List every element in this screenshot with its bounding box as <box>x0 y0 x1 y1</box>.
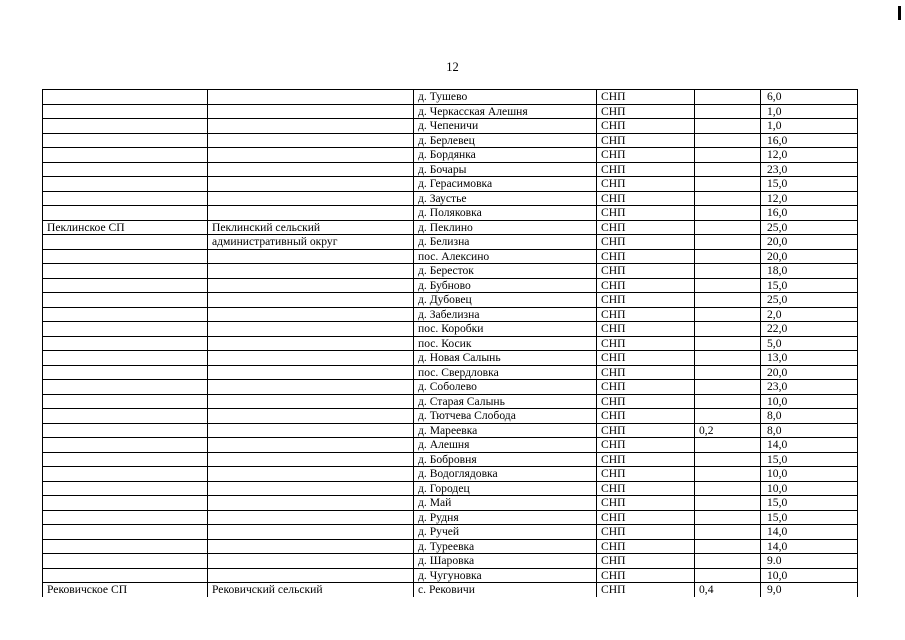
type-cell: СНП <box>597 293 695 308</box>
value-cell: 1,0 <box>761 104 858 119</box>
district-cell <box>208 467 414 482</box>
settlement-cell: д. Заустье <box>414 191 597 206</box>
type-cell: СНП <box>597 583 695 597</box>
district-cell <box>208 409 414 424</box>
area-cell <box>695 133 761 148</box>
page-number: 12 <box>446 60 459 74</box>
area-cell <box>695 496 761 511</box>
value-cell: 9,0 <box>761 583 858 597</box>
table-row <box>43 119 858 134</box>
area-cell <box>695 380 761 395</box>
area-cell <box>695 191 761 206</box>
table-row <box>43 423 858 438</box>
table-row <box>43 307 858 322</box>
settlement-cell: д. Бобровня <box>414 452 597 467</box>
table-row <box>43 351 858 366</box>
district-cell <box>208 336 414 351</box>
district-cell: Рековичский сельский <box>208 583 414 597</box>
settlement-cell: д. Старая Салынь <box>414 394 597 409</box>
table-row <box>43 394 858 409</box>
municipality-cell <box>43 554 208 569</box>
settlement-cell: пос. Коробки <box>414 322 597 337</box>
municipality-cell <box>43 481 208 496</box>
type-cell: СНП <box>597 336 695 351</box>
type-cell: СНП <box>597 148 695 163</box>
value-cell: 15,0 <box>761 510 858 525</box>
municipality-cell <box>43 119 208 134</box>
settlement-cell: д. Поляковка <box>414 206 597 221</box>
area-cell <box>695 452 761 467</box>
municipality-cell <box>43 104 208 119</box>
area-cell <box>695 235 761 250</box>
district-cell <box>208 438 414 453</box>
table-row <box>43 496 858 511</box>
table-row <box>43 365 858 380</box>
area-cell <box>695 220 761 235</box>
value-cell: 15,0 <box>761 177 858 192</box>
municipality-cell <box>43 568 208 583</box>
district-cell <box>208 452 414 467</box>
district-cell <box>208 380 414 395</box>
type-cell: СНП <box>597 539 695 554</box>
area-cell <box>695 510 761 525</box>
value-cell: 22,0 <box>761 322 858 337</box>
area-cell <box>695 365 761 380</box>
table-row <box>43 235 858 250</box>
municipality-cell: Пеклинское СП <box>43 220 208 235</box>
district-cell <box>208 322 414 337</box>
table-row <box>43 104 858 119</box>
district-cell <box>208 510 414 525</box>
area-cell <box>695 394 761 409</box>
value-cell: 14,0 <box>761 525 858 540</box>
municipality-cell <box>43 235 208 250</box>
value-cell: 14,0 <box>761 438 858 453</box>
table-row <box>43 293 858 308</box>
type-cell: СНП <box>597 307 695 322</box>
area-cell <box>695 307 761 322</box>
municipality-cell <box>43 177 208 192</box>
area-cell <box>695 438 761 453</box>
municipality-cell <box>43 162 208 177</box>
value-cell: 15,0 <box>761 452 858 467</box>
table-row <box>43 380 858 395</box>
type-cell: СНП <box>597 133 695 148</box>
type-cell: СНП <box>597 438 695 453</box>
type-cell: СНП <box>597 220 695 235</box>
value-cell: 16,0 <box>761 206 858 221</box>
district-cell <box>208 394 414 409</box>
district-cell <box>208 307 414 322</box>
value-cell: 10,0 <box>761 467 858 482</box>
value-cell: 2,0 <box>761 307 858 322</box>
municipality-cell <box>43 409 208 424</box>
area-cell <box>695 351 761 366</box>
type-cell: СНП <box>597 90 695 105</box>
type-cell: СНП <box>597 423 695 438</box>
district-cell <box>208 90 414 105</box>
municipality-cell <box>43 452 208 467</box>
district-cell <box>208 249 414 264</box>
value-cell: 14,0 <box>761 539 858 554</box>
municipality-cell <box>43 90 208 105</box>
settlement-cell: д. Водоглядовка <box>414 467 597 482</box>
district-cell <box>208 191 414 206</box>
value-cell: 8,0 <box>761 423 858 438</box>
value-cell: 5,0 <box>761 336 858 351</box>
district-cell <box>208 423 414 438</box>
district-cell <box>208 177 414 192</box>
value-cell: 16,0 <box>761 133 858 148</box>
settlement-cell: д. Ручей <box>414 525 597 540</box>
municipality-cell <box>43 496 208 511</box>
district-cell <box>208 293 414 308</box>
type-cell: СНП <box>597 278 695 293</box>
municipality-cell <box>43 278 208 293</box>
settlements-table <box>42 89 858 597</box>
district-cell <box>208 351 414 366</box>
settlement-cell: д. Герасимовка <box>414 177 597 192</box>
settlement-cell: д. Шаровка <box>414 554 597 569</box>
municipality-cell <box>43 322 208 337</box>
table-row <box>43 583 858 597</box>
table-row <box>43 90 858 105</box>
settlement-cell: д. Берлевец <box>414 133 597 148</box>
district-cell <box>208 133 414 148</box>
type-cell: СНП <box>597 525 695 540</box>
value-cell: 12,0 <box>761 191 858 206</box>
area-cell <box>695 539 761 554</box>
settlement-cell: д. Туреевка <box>414 539 597 554</box>
type-cell: СНП <box>597 322 695 337</box>
table-row <box>43 206 858 221</box>
settlement-cell: д. Дубовец <box>414 293 597 308</box>
district-cell <box>208 365 414 380</box>
district-cell <box>208 568 414 583</box>
settlement-cell: д. Новая Салынь <box>414 351 597 366</box>
municipality-cell <box>43 365 208 380</box>
value-cell: 25,0 <box>761 293 858 308</box>
value-cell: 15,0 <box>761 496 858 511</box>
area-cell: 0,2 <box>695 423 761 438</box>
district-cell <box>208 496 414 511</box>
type-cell: СНП <box>597 380 695 395</box>
area-cell <box>695 278 761 293</box>
table-row <box>43 539 858 554</box>
area-cell <box>695 293 761 308</box>
value-cell: 6,0 <box>761 90 858 105</box>
municipality-cell <box>43 438 208 453</box>
settlement-cell: д. Черкасская Алешня <box>414 104 597 119</box>
table-row <box>43 467 858 482</box>
type-cell: СНП <box>597 351 695 366</box>
municipality-cell <box>43 423 208 438</box>
value-cell: 20,0 <box>761 365 858 380</box>
type-cell: СНП <box>597 177 695 192</box>
district-cell: административный округ <box>208 235 414 250</box>
settlement-cell: д. Забелизна <box>414 307 597 322</box>
table-row <box>43 438 858 453</box>
type-cell: СНП <box>597 162 695 177</box>
municipality-cell <box>43 191 208 206</box>
type-cell: СНП <box>597 496 695 511</box>
table-row <box>43 409 858 424</box>
area-cell <box>695 206 761 221</box>
type-cell: СНП <box>597 554 695 569</box>
value-cell: 18,0 <box>761 264 858 279</box>
area-cell: 0,4 <box>695 583 761 597</box>
value-cell: 20,0 <box>761 249 858 264</box>
value-cell: 23,0 <box>761 380 858 395</box>
municipality-cell <box>43 394 208 409</box>
settlement-cell: д. Май <box>414 496 597 511</box>
settlement-cell: пос. Косик <box>414 336 597 351</box>
settlement-cell: д. Береcток <box>414 264 597 279</box>
area-cell <box>695 162 761 177</box>
value-cell: 15,0 <box>761 278 858 293</box>
municipality-cell <box>43 510 208 525</box>
area-cell <box>695 481 761 496</box>
municipality-cell <box>43 467 208 482</box>
settlement-cell: д. Бордянка <box>414 148 597 163</box>
table-row <box>43 336 858 351</box>
settlement-cell: д. Рудня <box>414 510 597 525</box>
area-cell <box>695 249 761 264</box>
value-cell: 10,0 <box>761 568 858 583</box>
district-cell <box>208 554 414 569</box>
district-cell <box>208 206 414 221</box>
settlement-cell: д. Бочары <box>414 162 597 177</box>
type-cell: СНП <box>597 191 695 206</box>
type-cell: СНП <box>597 264 695 279</box>
settlement-cell: д. Чепеничи <box>414 119 597 134</box>
district-cell <box>208 119 414 134</box>
type-cell: СНП <box>597 235 695 250</box>
type-cell: СНП <box>597 206 695 221</box>
area-cell <box>695 409 761 424</box>
type-cell: СНП <box>597 394 695 409</box>
municipality-cell <box>43 525 208 540</box>
value-cell: 12,0 <box>761 148 858 163</box>
district-cell <box>208 148 414 163</box>
area-cell <box>695 148 761 163</box>
settlement-cell: д. Тушево <box>414 90 597 105</box>
area-cell <box>695 336 761 351</box>
table-row <box>43 264 858 279</box>
type-cell: СНП <box>597 510 695 525</box>
settlement-cell: д. Соболево <box>414 380 597 395</box>
table-row <box>43 249 858 264</box>
district-cell <box>208 104 414 119</box>
settlement-cell: д. Городец <box>414 481 597 496</box>
type-cell: СНП <box>597 467 695 482</box>
type-cell: СНП <box>597 452 695 467</box>
table-row <box>43 510 858 525</box>
value-cell: 25,0 <box>761 220 858 235</box>
settlement-cell: д. Мареевка <box>414 423 597 438</box>
table-row <box>43 481 858 496</box>
municipality-cell <box>43 539 208 554</box>
value-cell: 20,0 <box>761 235 858 250</box>
area-cell <box>695 525 761 540</box>
value-cell: 1,0 <box>761 119 858 134</box>
table-row <box>43 191 858 206</box>
table-row <box>43 148 858 163</box>
municipality-cell <box>43 249 208 264</box>
district-cell: Пеклинский сельский <box>208 220 414 235</box>
municipality-cell <box>43 264 208 279</box>
settlement-cell: д. Белизна <box>414 235 597 250</box>
area-cell <box>695 554 761 569</box>
area-cell <box>695 119 761 134</box>
municipality-cell <box>43 307 208 322</box>
settlement-cell: д. Чугуновка <box>414 568 597 583</box>
table-row <box>43 162 858 177</box>
table-row <box>43 568 858 583</box>
district-cell <box>208 539 414 554</box>
settlement-cell: д. Бубново <box>414 278 597 293</box>
district-cell <box>208 162 414 177</box>
table-row <box>43 177 858 192</box>
value-cell: 8,0 <box>761 409 858 424</box>
area-cell <box>695 104 761 119</box>
type-cell: СНП <box>597 409 695 424</box>
municipality-cell: Рековичское СП <box>43 583 208 597</box>
district-cell <box>208 525 414 540</box>
settlement-cell: пос. Алексино <box>414 249 597 264</box>
municipality-cell <box>43 351 208 366</box>
municipality-cell <box>43 133 208 148</box>
settlement-cell: пос. Свердловка <box>414 365 597 380</box>
type-cell: СНП <box>597 249 695 264</box>
municipality-cell <box>43 336 208 351</box>
municipality-cell <box>43 380 208 395</box>
district-cell <box>208 278 414 293</box>
table-row <box>43 525 858 540</box>
settlements-table-body <box>43 90 858 597</box>
settlement-cell: д. Алешня <box>414 438 597 453</box>
area-cell <box>695 568 761 583</box>
type-cell: СНП <box>597 568 695 583</box>
type-cell: СНП <box>597 365 695 380</box>
area-cell <box>695 177 761 192</box>
table-row <box>43 452 858 467</box>
area-cell <box>695 264 761 279</box>
municipality-cell <box>43 206 208 221</box>
municipality-cell <box>43 148 208 163</box>
area-cell <box>695 467 761 482</box>
value-cell: 10,0 <box>761 394 858 409</box>
area-cell <box>695 322 761 337</box>
municipality-cell <box>43 293 208 308</box>
value-cell: 13,0 <box>761 351 858 366</box>
table-row <box>43 220 858 235</box>
table-row <box>43 133 858 148</box>
area-cell <box>695 90 761 105</box>
scan-edge-mark <box>898 6 901 20</box>
settlement-cell: д. Пеклино <box>414 220 597 235</box>
district-cell <box>208 264 414 279</box>
type-cell: СНП <box>597 104 695 119</box>
type-cell: СНП <box>597 481 695 496</box>
settlement-cell: с. Рековичи <box>414 583 597 597</box>
value-cell: 23,0 <box>761 162 858 177</box>
district-cell <box>208 481 414 496</box>
type-cell: СНП <box>597 119 695 134</box>
settlement-cell: д. Тютчева Слобода <box>414 409 597 424</box>
table-row <box>43 322 858 337</box>
value-cell: 10,0 <box>761 481 858 496</box>
table-row <box>43 278 858 293</box>
table-row <box>43 554 858 569</box>
value-cell: 9.0 <box>761 554 858 569</box>
